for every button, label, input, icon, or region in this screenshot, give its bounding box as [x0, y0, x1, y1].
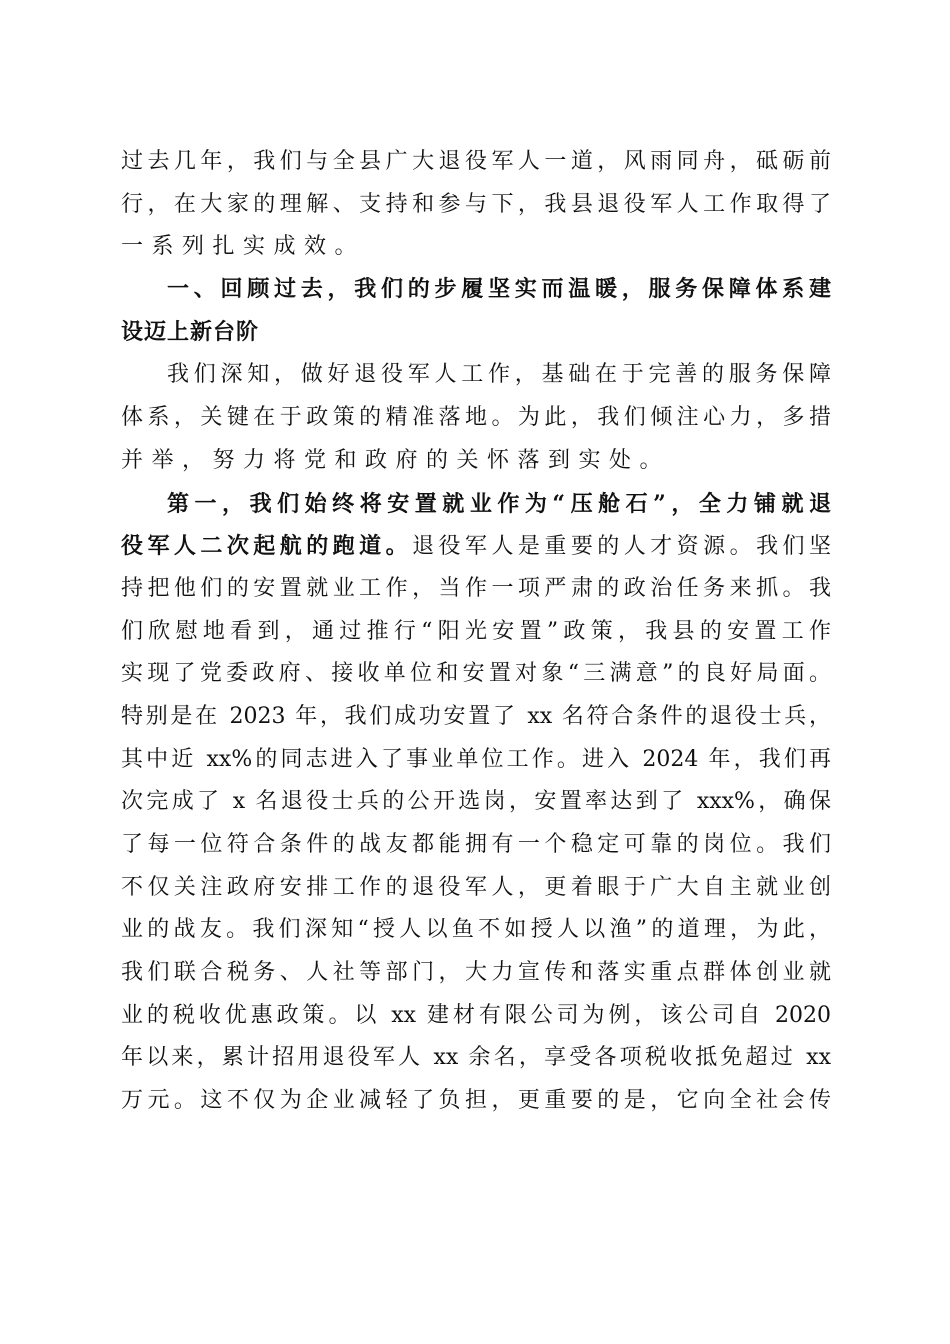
heading-line: 一、回顾过去，我们的步履坚实而温暖，服务保障体系建	[167, 277, 831, 303]
document-page	[121, 141, 831, 1123]
text-line: 体系，关键在于政策的精准落地。为此，我们倾注心力，多措	[121, 405, 831, 431]
heading-line: 设迈上新台阶	[121, 319, 260, 345]
text-line: 行，在大家的理解、支持和参与下，我县退役军人工作取得了	[121, 191, 831, 217]
text-line: 一系列扎实成效。	[121, 234, 366, 260]
text-line: 并举，努力将党和政府的关怀落到实处。	[121, 447, 671, 473]
text-line: 业的税收优惠政策。以 xx 建材有限公司为例，该公司自 2020	[121, 1002, 831, 1028]
text-line: 持把他们的安置就业工作，当作一项严肃的政治任务来抓。我	[121, 575, 831, 601]
text-line: 特别是在 2023 年，我们成功安置了 xx 名符合条件的退役士兵，	[121, 703, 831, 729]
text-run: 退役军人是重要的人才资源。我们坚	[412, 534, 831, 560]
text-line: 了每一位符合条件的战友都能拥有一个稳定可靠的岗位。我们	[121, 832, 831, 857]
text-line: 过去几年，我们与全县广大退役军人一道，风雨同舟，砥砺前	[121, 149, 831, 174]
text-line: 次完成了 x 名退役士兵的公开选岗，安置率达到了 xxx%，确保	[121, 789, 831, 815]
text-line: 们欣慰地看到，通过推行“阳光安置”政策，我县的安置工作	[121, 618, 831, 644]
text-line: 不仅关注政府安排工作的退役军人，更着眼于广大自主就业创	[121, 874, 831, 900]
text-line	[121, 525, 831, 568]
text-line: 我们联合税务、人社等部门，大力宣传和落实重点群体创业就	[121, 960, 831, 986]
text-line: 我们深知，做好退役军人工作，基础在于完善的服务保障	[167, 362, 831, 388]
text-line: 年以来，累计招用退役军人 xx 余名，享受各项税收抵免超过 xx	[121, 1045, 831, 1071]
text-line: 其中近 xx%的同志进入了事业单位工作。进入 2024 年，我们再	[121, 746, 831, 772]
section-heading	[121, 269, 831, 354]
text-line: 业的战友。我们深知“授人以鱼不如授人以渔”的道理，为此，	[121, 917, 831, 943]
employment-paragraph	[121, 483, 831, 1123]
text-line: 万元。这不仅为企业减轻了负担，更重要的是，它向全社会传	[121, 1088, 831, 1114]
lead-bold-text: 役军人二次起航的跑道。	[121, 533, 413, 560]
lead-bold-line: 第一，我们始终将安置就业作为“压舱石”，全力铺就退	[167, 490, 831, 517]
overview-paragraph	[121, 354, 831, 482]
intro-paragraph	[121, 141, 831, 269]
text-line: 实现了党委政府、接收单位和安置对象“三满意”的良好局面。	[121, 661, 831, 687]
